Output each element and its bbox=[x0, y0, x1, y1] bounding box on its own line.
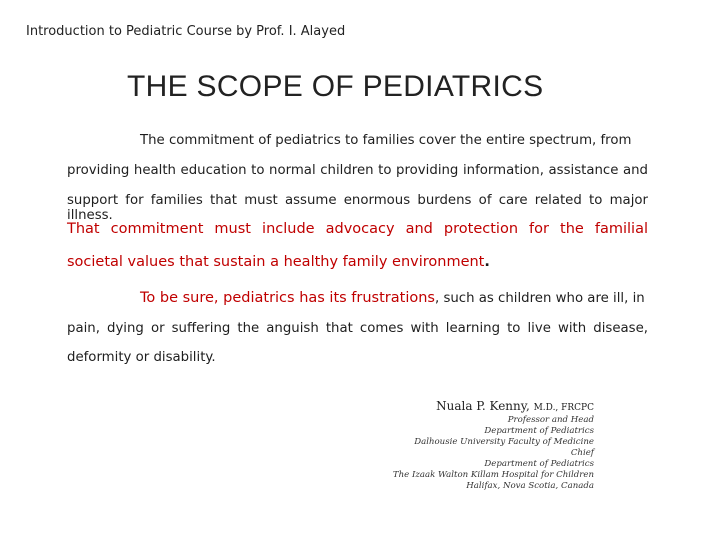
highlight1-period: . bbox=[484, 254, 490, 270]
paragraph2-rest: , such as children who are ill, in bbox=[434, 291, 645, 306]
paragraph2-highlight: To be sure, pediatrics has its frustrations bbox=[140, 290, 435, 306]
signature-credentials: M.D., FRCPC bbox=[533, 403, 594, 413]
paragraph1-line1: The commitment of pediatrics to families cover the entire spectrum, from bbox=[140, 133, 632, 148]
signature-name-text: Nuala P. Kenny, bbox=[436, 399, 530, 413]
signature-line: The Izaak Walton Killam Hospital for Children bbox=[392, 470, 594, 480]
signature-line: Halifax, Nova Scotia, Canada bbox=[466, 481, 594, 491]
paragraph2-line2: pain, dying or suffering the anguish that comes with learning to live with disease, bbox=[67, 321, 648, 336]
page-title: THE SCOPE OF PEDIATRICS bbox=[127, 70, 544, 103]
highlight1-line1: That commitment must include advocacy and protection for the familial bbox=[67, 221, 648, 237]
highlight1-line2-text: societal values that sustain a healthy family environment bbox=[67, 254, 485, 270]
paragraph1-line2: providing health education to normal children to providing information, assistance and bbox=[67, 163, 648, 178]
paragraph2-line1 bbox=[140, 290, 645, 306]
signature-line: Department of Pediatrics bbox=[484, 459, 594, 469]
signature-line: Dalhousie University Faculty of Medicine bbox=[414, 437, 594, 447]
course-header: Introduction to Pediatric Course by Prof. I. Alayed bbox=[26, 24, 346, 39]
signature-name bbox=[436, 399, 594, 413]
signature-line: Chief bbox=[570, 448, 594, 458]
paragraph2-line3: deformity or disability. bbox=[67, 350, 216, 365]
highlight1-line2 bbox=[67, 254, 490, 270]
paragraph1-line3: support for families that must assume enormous burdens of care related to major illness. bbox=[67, 193, 648, 223]
signature-line: Professor and Head bbox=[507, 415, 594, 425]
signature-line: Department of Pediatrics bbox=[484, 426, 594, 436]
